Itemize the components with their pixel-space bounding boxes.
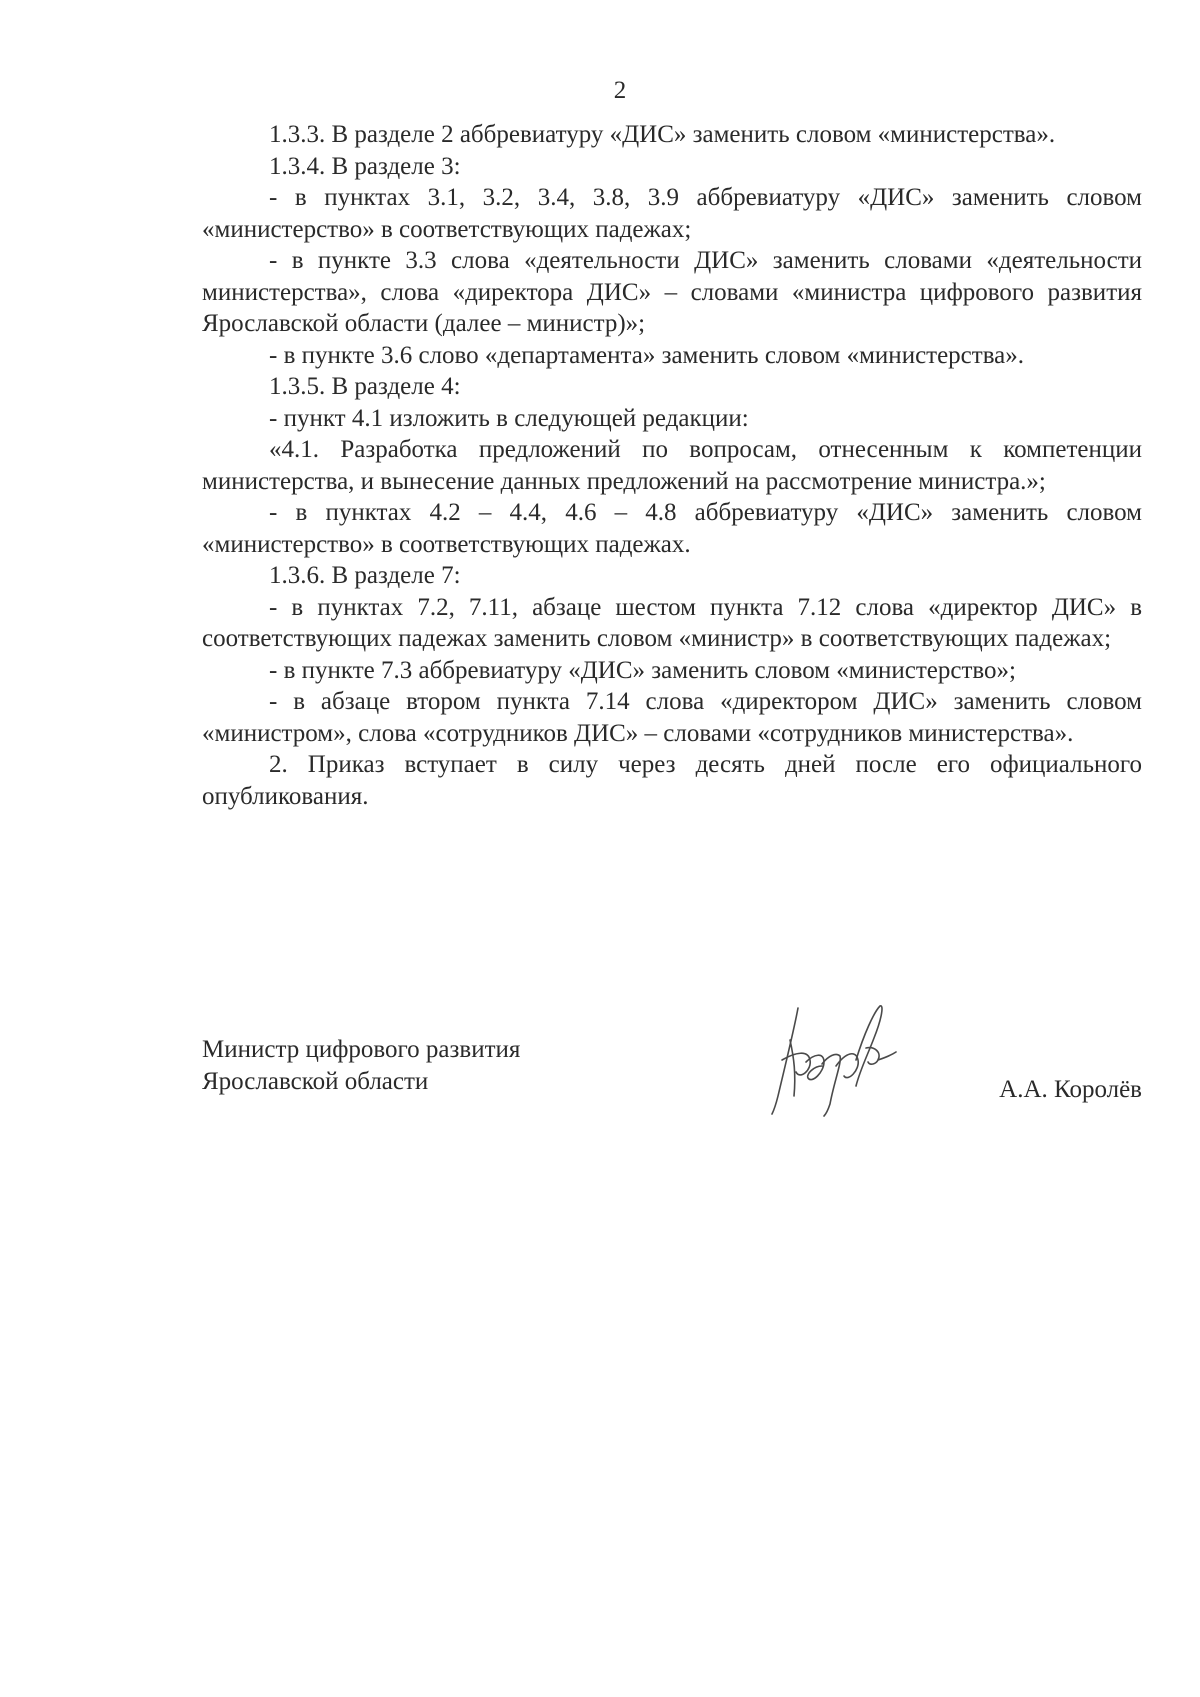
paragraph-1-3-5-item-1: - пункт 4.1 изложить в следующей редакции: bbox=[269, 404, 749, 432]
signer-title-line-2: Ярославской области bbox=[202, 1067, 429, 1095]
paragraph-1-3-6-heading: 1.3.6. В разделе 7: bbox=[269, 562, 461, 589]
paragraph-1-3-3: 1.3.3. В разделе 2 аббревиатуру «ДИС» заменить словом «министерства». bbox=[269, 121, 1056, 148]
signer-name: А.А. Королёв bbox=[999, 1076, 1142, 1103]
paragraph-1-3-6-item-2: - в пункте 7.3 аббревиатуру «ДИС» заменить словом «министерство»; bbox=[269, 656, 1016, 684]
page-number: 2 bbox=[613, 77, 627, 104]
signer-title bbox=[202, 1034, 622, 1097]
paragraph-2-effective-date: 2. Приказ вступает в силу через десять дней после его официального опубликования. bbox=[202, 751, 1142, 810]
paragraph-1-3-6-item-3: - в абзаце втором пункта 7.14 слова «директором ДИС» заменить словом «министром», слова «сотрудников ДИС» – словами «сотрудников министерства». bbox=[202, 688, 1142, 747]
paragraph-4-1-text: «4.1. Разработка предложений по вопросам, отнесенным к компетенции министерства, и вынесение данных предложений на рассмотрение министра.»; bbox=[202, 436, 1142, 495]
paragraph-1-3-4-heading: 1.3.4. В разделе 3: bbox=[269, 152, 461, 180]
handwritten-signature bbox=[760, 1000, 910, 1120]
paragraph-1-3-6-item-1: - в пунктах 7.2, 7.11, абзаце шестом пункта 7.12 слова «директор ДИС» в соответствующих падежах заменить словом «министр» в соответствующих падежах; bbox=[202, 593, 1142, 652]
paragraph-1-3-4-item-1: - в пунктах 3.1, 3.2, 3.4, 3.8, 3.9 аббревиатуру «ДИС» заменить словом «министерство» в соответствующих падежах; bbox=[202, 184, 1142, 243]
signature-block bbox=[202, 1034, 1142, 1174]
paragraph-1-3-4-item-3: - в пункте 3.6 слово «департамента» заменить словом «министерства». bbox=[269, 341, 1025, 369]
paragraph-1-3-5-heading: 1.3.5. В разделе 4: bbox=[269, 373, 461, 400]
signer-title-line-1: Министр цифрового развития bbox=[202, 1036, 521, 1063]
paragraph-1-3-4-item-2: - в пункте 3.3 слова «деятельности ДИС» заменить словами «деятельности министерства», слова «директора ДИС» – словами «министра цифрового развития Ярославской области (далее – министр)»; bbox=[202, 247, 1142, 337]
document-body bbox=[202, 119, 1142, 812]
paragraph-1-3-5-item-2: - в пунктах 4.2 – 4.4, 4.6 – 4.8 аббревиатуру «ДИС» заменить словом «министерство» в соответствующих падежах. bbox=[202, 499, 1142, 558]
